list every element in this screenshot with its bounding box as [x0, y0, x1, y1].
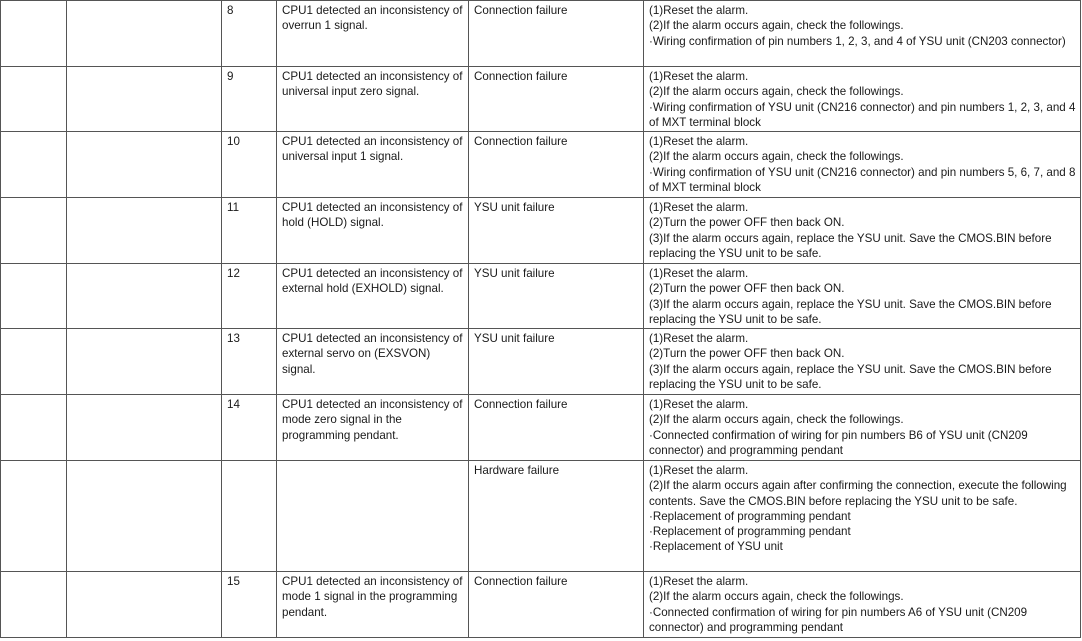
empty-cell — [1, 264, 67, 329]
description-cell: CPU1 detected an inconsistency of mode 1 signal in the programming pendant. — [277, 572, 469, 638]
remedy-line: (3)If the alarm occurs again, replace the YSU unit. Save the CMOS.BIN before replacing the YSU unit to be safe. — [649, 362, 1052, 391]
description-cell: CPU1 detected an inconsistency of mode zero signal in the programming pendant. — [277, 395, 469, 461]
empty-cell — [1, 461, 67, 572]
subcode-cell: 15 — [222, 572, 277, 638]
remedy-line: (3)If the alarm occurs again, replace the YSU unit. Save the CMOS.BIN before replacing the YSU unit to be safe. — [649, 231, 1052, 260]
failure-type-cell: Connection failure — [469, 1, 644, 67]
failure-type-cell: Connection failure — [469, 572, 644, 638]
empty-cell — [1, 67, 67, 132]
remedy-line: (2)If the alarm occurs again, check the followings. — [649, 150, 904, 164]
description-cell — [277, 461, 469, 572]
remedy-cell — [644, 572, 1081, 638]
empty-cell — [1, 395, 67, 461]
remedy-line: (1)Reset the alarm. — [649, 4, 749, 17]
remedy-cell — [644, 132, 1081, 198]
failure-type-cell: Connection failure — [469, 395, 644, 461]
subcode-cell: 13 — [222, 329, 277, 395]
remedy-line: (2)Turn the power OFF then back ON. — [649, 216, 845, 230]
subcode-cell: 11 — [222, 198, 277, 264]
remedy-line: (1)Reset the alarm. — [649, 332, 749, 345]
subcode-cell: 14 — [222, 395, 277, 461]
alarm-table-body — [1, 1, 1081, 638]
subcode-cell — [222, 461, 277, 572]
empty-cell — [67, 395, 222, 461]
description-cell: CPU1 detected an inconsistency of external hold (EXHOLD) signal. — [277, 264, 469, 329]
table-row — [1, 572, 1081, 638]
remedy-cell — [644, 329, 1081, 395]
remedy-cell — [644, 1, 1081, 67]
remedy-line: (1)Reset the alarm. — [649, 398, 749, 411]
remedy-line: (1)Reset the alarm. — [649, 70, 749, 83]
empty-cell — [1, 572, 67, 638]
remedy-line: (1)Reset the alarm. — [649, 575, 749, 588]
remedy-line: (2)If the alarm occurs again, check the followings. — [649, 19, 904, 33]
remedy-cell — [644, 264, 1081, 329]
empty-cell — [67, 198, 222, 264]
remedy-line: (2)If the alarm occurs again, check the followings. — [649, 85, 904, 99]
remedy-line: ·Connected confirmation of wiring for pin numbers B6 of YSU unit (CN209 connector) and programming pendant — [649, 428, 1028, 457]
failure-type-cell: Connection failure — [469, 67, 644, 132]
remedy-line: (2)Turn the power OFF then back ON. — [649, 282, 845, 296]
empty-cell — [67, 67, 222, 132]
table-row — [1, 132, 1081, 198]
table-row — [1, 198, 1081, 264]
remedy-line: (2)If the alarm occurs again, check the followings. — [649, 413, 904, 427]
remedy-line: ·Wiring confirmation of pin numbers 1, 2, 3, and 4 of YSU unit (CN203 connector) — [649, 34, 1066, 48]
description-cell: CPU1 detected an inconsistency of overrun 1 signal. — [277, 1, 469, 67]
remedy-line: ·Wiring confirmation of YSU unit (CN216 connector) and pin numbers 5, 6, 7, and 8 of MXT terminal block — [649, 165, 1076, 194]
remedy-line: (2)If the alarm occurs again after confirming the connection, execute the following contents. Save the CMOS.BIN before replacing the YSU unit to be safe. — [649, 479, 1067, 508]
empty-cell — [67, 572, 222, 638]
failure-type-cell: YSU unit failure — [469, 198, 644, 264]
table-row — [1, 67, 1081, 132]
remedy-line: (1)Reset the alarm. — [649, 201, 749, 214]
remedy-line: ·Wiring confirmation of YSU unit (CN216 connector) and pin numbers 1, 2, 3, and 4 of MXT terminal block — [649, 100, 1076, 129]
remedy-line: (1)Reset the alarm. — [649, 464, 749, 477]
remedy-cell — [644, 198, 1081, 264]
empty-cell — [67, 461, 222, 572]
description-cell: CPU1 detected an inconsistency of universal input zero signal. — [277, 67, 469, 132]
remedy-line: ·Connected confirmation of wiring for pin numbers A6 of YSU unit (CN209 connector) and programming pendant — [649, 605, 1028, 634]
description-cell: CPU1 detected an inconsistency of universal input 1 signal. — [277, 132, 469, 198]
remedy-line: (1)Reset the alarm. — [649, 135, 749, 148]
subcode-cell: 8 — [222, 1, 277, 67]
subcode-cell: 9 — [222, 67, 277, 132]
remedy-line: (2)Turn the power OFF then back ON. — [649, 347, 845, 361]
failure-type-cell: YSU unit failure — [469, 329, 644, 395]
empty-cell — [1, 132, 67, 198]
table-row — [1, 461, 1081, 572]
empty-cell — [67, 264, 222, 329]
remedy-line: (3)If the alarm occurs again, replace the YSU unit. Save the CMOS.BIN before replacing the YSU unit to be safe. — [649, 297, 1052, 326]
remedy-line: (2)If the alarm occurs again, check the followings. — [649, 590, 904, 604]
subcode-cell: 10 — [222, 132, 277, 198]
failure-type-cell: Connection failure — [469, 132, 644, 198]
empty-cell — [1, 329, 67, 395]
remedy-cell — [644, 67, 1081, 132]
table-row — [1, 264, 1081, 329]
table-row — [1, 1, 1081, 67]
empty-cell — [67, 1, 222, 67]
empty-cell — [67, 132, 222, 198]
empty-cell — [67, 329, 222, 395]
table-row — [1, 329, 1081, 395]
failure-type-cell: YSU unit failure — [469, 264, 644, 329]
failure-type-cell: Hardware failure — [469, 461, 644, 572]
remedy-cell — [644, 461, 1081, 572]
description-cell: CPU1 detected an inconsistency of hold (HOLD) signal. — [277, 198, 469, 264]
empty-cell — [1, 1, 67, 67]
remedy-cell — [644, 395, 1081, 461]
description-cell: CPU1 detected an inconsistency of external servo on (EXSVON) signal. — [277, 329, 469, 395]
remedy-line: ·Replacement of programming pendant — [649, 525, 851, 539]
remedy-line: (1)Reset the alarm. — [649, 267, 749, 280]
remedy-line: ·Replacement of programming pendant — [649, 509, 851, 523]
empty-cell — [1, 198, 67, 264]
table-row — [1, 395, 1081, 461]
remedy-line: ·Replacement of YSU unit — [649, 540, 783, 554]
subcode-cell: 12 — [222, 264, 277, 329]
